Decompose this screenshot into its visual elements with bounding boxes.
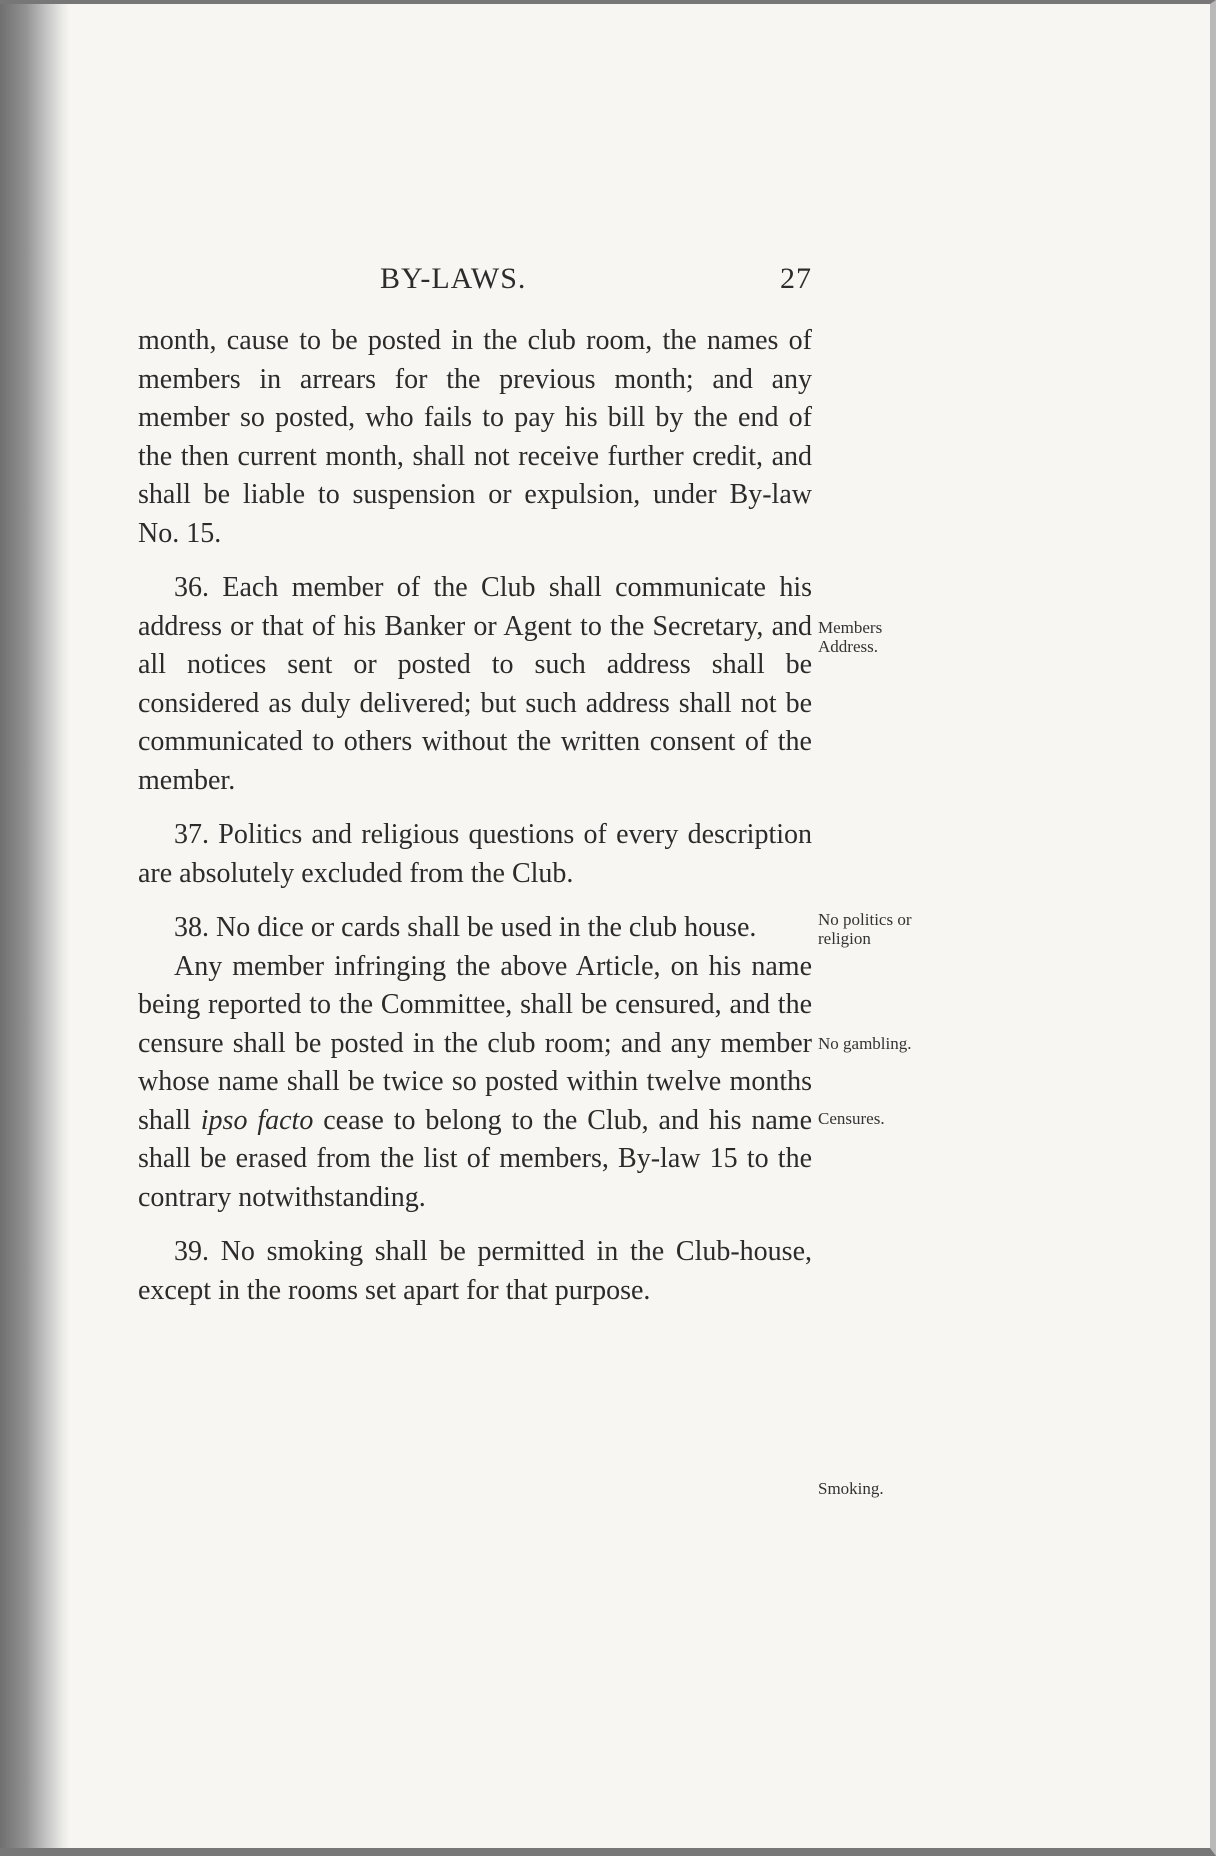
- margin-note-censures: Censures.: [818, 1109, 885, 1128]
- body-text: [138, 322, 812, 1310]
- paragraph-38-censures: [138, 948, 812, 1218]
- paragraph-36: 36. Each member of the Club shall communicate his address or that of his Banker or Agent to the Secretary, and all notices sent or posted to such address shall be considered as duly delivered; but such address shall not be communicated to others without the written consent of the member.: [138, 572, 812, 796]
- margin-note-politics-line2: religion: [818, 929, 871, 948]
- paragraph-37: 37. Politics and religious questions of every description are absolutely excluded from the Club.: [138, 819, 812, 889]
- margin-note-politics: [818, 910, 978, 948]
- censures-text-before: Any member infringing the above Article, on his name being reported to the Committee, shall be censured, and the censure shall be posted in the club room; and any member whose name shall be twice so posted within twelve months shall: [138, 950, 812, 1136]
- margin-note-gambling: No gambling.: [818, 1034, 912, 1053]
- margin-note-members-address: [818, 618, 978, 656]
- paragraph-continued: month, cause to be posted in the club room, the names of members in arrears for the previous month; and any member so posted, who fails to pay his bill by the end of the then current month, shall not receive further credit, and shall be liable to suspension or expulsion, under By-law No. 15.: [138, 325, 812, 549]
- margin-note-address: Address.: [818, 637, 878, 656]
- censures-text-after: cease to belong to the Club, and his name shall be erased from the list of members, By-law 15 to the contrary notwithstanding.: [138, 1104, 813, 1213]
- running-header: [380, 262, 820, 302]
- margin-note-members: Members: [818, 618, 883, 637]
- ipso-facto-italic: ipso facto: [200, 1104, 314, 1136]
- paragraph-38: 38. No dice or cards shall be used in the club house.: [174, 912, 757, 943]
- header-title: BY-LAWS.: [380, 262, 527, 295]
- page-number: 27: [780, 262, 812, 295]
- margin-note-politics-line1: No politics or: [818, 910, 912, 929]
- page-spine-shadow: [0, 4, 70, 1848]
- margin-note-smoking: Smoking.: [818, 1479, 884, 1498]
- paragraph-39: 39. No smoking shall be permitted in the Club-house, except in the rooms set apart for that purpose.: [138, 1236, 812, 1306]
